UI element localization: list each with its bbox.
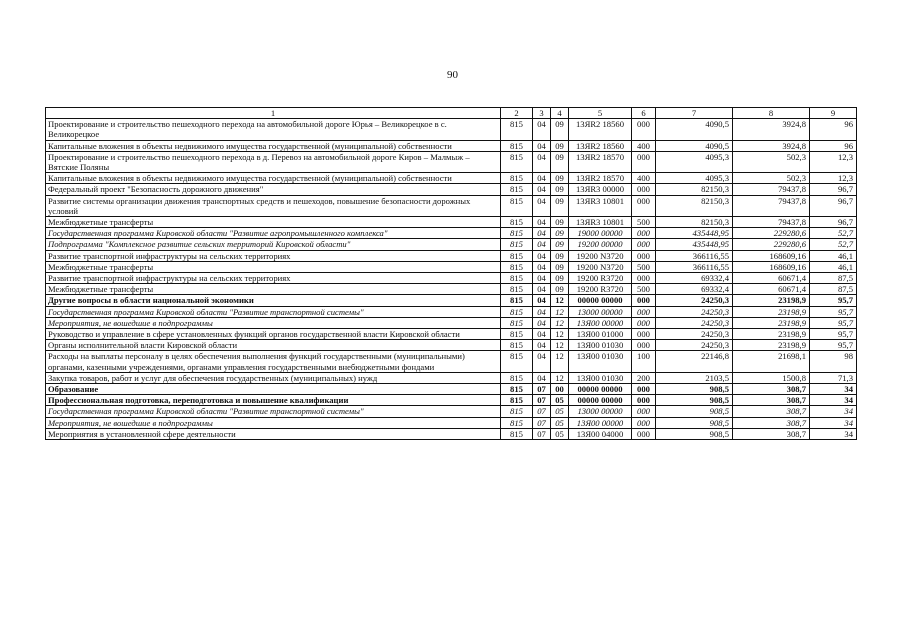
col-8-cell: 3924,8 bbox=[733, 119, 810, 140]
col-8-cell: 308,7 bbox=[733, 406, 810, 417]
row-name: Подпрограмма "Комплексное развитие сельских территорий Кировской области" bbox=[46, 239, 501, 250]
col-8-cell: 308,7 bbox=[733, 417, 810, 428]
col-7-cell: 24250,3 bbox=[656, 306, 733, 317]
col-9-cell: 71,3 bbox=[810, 372, 857, 383]
col-5-cell: 13ЯR3 10801 bbox=[569, 217, 632, 228]
col-9-cell: 34 bbox=[810, 395, 857, 406]
col-7-cell: 908,5 bbox=[656, 417, 733, 428]
col-4-cell: 12 bbox=[551, 340, 569, 351]
col-4-cell: 05 bbox=[551, 395, 569, 406]
col-3-cell: 04 bbox=[533, 184, 551, 195]
col-3-cell: 04 bbox=[533, 351, 551, 372]
col-6-cell: 000 bbox=[632, 295, 656, 306]
col-7-cell: 22146,8 bbox=[656, 351, 733, 372]
row-name: Мероприятия, не вошедшие в подпрограммы bbox=[46, 417, 501, 428]
col-7-cell: 24250,3 bbox=[656, 329, 733, 340]
col-4-cell: 09 bbox=[551, 151, 569, 172]
col-5-cell: 00000 00000 bbox=[569, 395, 632, 406]
table-row bbox=[46, 173, 857, 184]
col-3-cell: 04 bbox=[533, 217, 551, 228]
col-7-cell: 24250,3 bbox=[656, 340, 733, 351]
col-7-cell: 366116,55 bbox=[656, 261, 733, 272]
row-name: Профессиональная подготовка, переподготовка и повышение квалификации bbox=[46, 395, 501, 406]
col-2-cell: 815 bbox=[501, 195, 533, 216]
col-7-cell: 82150,3 bbox=[656, 184, 733, 195]
col-8-cell: 79437,8 bbox=[733, 217, 810, 228]
row-name: Проектирование и строительство пешеходного перехода на автомобильной дороге Юрья – Великорецкое в с. Великорецкое bbox=[46, 119, 501, 140]
col-8-cell: 79437,8 bbox=[733, 184, 810, 195]
col-8-cell: 308,7 bbox=[733, 384, 810, 395]
col-3-cell: 04 bbox=[533, 340, 551, 351]
col-8-cell: 1500,8 bbox=[733, 372, 810, 383]
col-4-cell: 05 bbox=[551, 428, 569, 439]
table-row bbox=[46, 140, 857, 151]
col-4-cell: 00 bbox=[551, 384, 569, 395]
col-2-cell: 815 bbox=[501, 184, 533, 195]
col-6-cell: 000 bbox=[632, 151, 656, 172]
col-9-cell: 34 bbox=[810, 417, 857, 428]
col-8-cell: 308,7 bbox=[733, 395, 810, 406]
col-9-cell: 46,1 bbox=[810, 261, 857, 272]
col-6-cell: 100 bbox=[632, 351, 656, 372]
col-4-cell: 12 bbox=[551, 295, 569, 306]
col-6-cell: 000 bbox=[632, 306, 656, 317]
col-5-cell: 19200 N3720 bbox=[569, 250, 632, 261]
col-2-cell: 815 bbox=[501, 306, 533, 317]
col-4-cell: 09 bbox=[551, 239, 569, 250]
col-5-cell: 00000 00000 bbox=[569, 384, 632, 395]
col-9-cell: 96,7 bbox=[810, 217, 857, 228]
col-6-cell: 400 bbox=[632, 173, 656, 184]
table-row bbox=[46, 119, 857, 140]
col-8-cell: 308,7 bbox=[733, 428, 810, 439]
col-6-cell: 200 bbox=[632, 372, 656, 383]
col-2-cell: 815 bbox=[501, 417, 533, 428]
col-6-cell: 000 bbox=[632, 384, 656, 395]
table-row bbox=[46, 250, 857, 261]
col-5-cell: 13Я00 01030 bbox=[569, 351, 632, 372]
col-4-cell: 09 bbox=[551, 119, 569, 140]
col-6-cell: 000 bbox=[632, 329, 656, 340]
col-3-cell: 04 bbox=[533, 250, 551, 261]
col-4-cell: 09 bbox=[551, 273, 569, 284]
col-9-cell: 87,5 bbox=[810, 273, 857, 284]
table-row bbox=[46, 295, 857, 306]
col-2-cell: 815 bbox=[501, 228, 533, 239]
table-row bbox=[46, 195, 857, 216]
col-4-cell: 12 bbox=[551, 329, 569, 340]
col-9-cell: 98 bbox=[810, 351, 857, 372]
col-3-cell: 07 bbox=[533, 406, 551, 417]
col-6-cell: 000 bbox=[632, 395, 656, 406]
col-3-cell: 07 bbox=[533, 384, 551, 395]
table-row bbox=[46, 372, 857, 383]
header-cell: 7 bbox=[656, 108, 733, 119]
col-8-cell: 502,3 bbox=[733, 151, 810, 172]
col-9-cell: 95,7 bbox=[810, 295, 857, 306]
col-8-cell: 502,3 bbox=[733, 173, 810, 184]
row-name: Государственная программа Кировской области "Развитие агропромышленного комплекса" bbox=[46, 228, 501, 239]
col-3-cell: 04 bbox=[533, 284, 551, 295]
col-6-cell: 000 bbox=[632, 119, 656, 140]
col-4-cell: 09 bbox=[551, 173, 569, 184]
col-2-cell: 815 bbox=[501, 119, 533, 140]
table-row bbox=[46, 384, 857, 395]
row-name: Капитальные вложения в объекты недвижимого имущества государственной (муниципальной) собственности bbox=[46, 173, 501, 184]
table-row bbox=[46, 317, 857, 328]
col-9-cell: 34 bbox=[810, 428, 857, 439]
col-5-cell: 13ЯR2 18570 bbox=[569, 173, 632, 184]
col-7-cell: 4095,3 bbox=[656, 173, 733, 184]
col-4-cell: 09 bbox=[551, 217, 569, 228]
col-8-cell: 229280,6 bbox=[733, 239, 810, 250]
col-2-cell: 815 bbox=[501, 340, 533, 351]
table-row bbox=[46, 340, 857, 351]
col-8-cell: 23198,9 bbox=[733, 306, 810, 317]
col-4-cell: 09 bbox=[551, 140, 569, 151]
col-4-cell: 09 bbox=[551, 261, 569, 272]
col-7-cell: 82150,3 bbox=[656, 217, 733, 228]
col-5-cell: 13ЯR2 18560 bbox=[569, 119, 632, 140]
row-name: Проектирование и строительство пешеходного перехода в д. Перевоз на автомобильной дороге Киров – Малмыж – Вятские Поляны bbox=[46, 151, 501, 172]
col-8-cell: 23198,9 bbox=[733, 295, 810, 306]
col-5-cell: 13Я00 00000 bbox=[569, 317, 632, 328]
col-9-cell: 52,7 bbox=[810, 239, 857, 250]
col-3-cell: 04 bbox=[533, 119, 551, 140]
col-6-cell: 000 bbox=[632, 417, 656, 428]
col-9-cell: 34 bbox=[810, 384, 857, 395]
col-2-cell: 815 bbox=[501, 317, 533, 328]
row-name: Государственная программа Кировской области "Развитие транспортной системы" bbox=[46, 306, 501, 317]
col-9-cell: 87,5 bbox=[810, 284, 857, 295]
table-row bbox=[46, 273, 857, 284]
col-5-cell: 19200 00000 bbox=[569, 239, 632, 250]
table-row bbox=[46, 395, 857, 406]
col-6-cell: 000 bbox=[632, 273, 656, 284]
col-3-cell: 07 bbox=[533, 417, 551, 428]
col-2-cell: 815 bbox=[501, 351, 533, 372]
table-row bbox=[46, 306, 857, 317]
col-9-cell: 52,7 bbox=[810, 228, 857, 239]
col-2-cell: 815 bbox=[501, 372, 533, 383]
col-2-cell: 815 bbox=[501, 261, 533, 272]
col-9-cell: 46,1 bbox=[810, 250, 857, 261]
col-6-cell: 000 bbox=[632, 195, 656, 216]
row-name: Органы исполнительной власти Кировской области bbox=[46, 340, 501, 351]
col-3-cell: 04 bbox=[533, 239, 551, 250]
col-2-cell: 815 bbox=[501, 140, 533, 151]
col-5-cell: 13Я00 00000 bbox=[569, 417, 632, 428]
col-9-cell: 96 bbox=[810, 140, 857, 151]
col-7-cell: 4095,3 bbox=[656, 151, 733, 172]
row-name: Мероприятия, не вошедшие в подпрограммы bbox=[46, 317, 501, 328]
col-5-cell: 13ЯR2 18570 bbox=[569, 151, 632, 172]
col-5-cell: 13000 00000 bbox=[569, 406, 632, 417]
col-7-cell: 24250,3 bbox=[656, 295, 733, 306]
col-8-cell: 23198,9 bbox=[733, 340, 810, 351]
col-2-cell: 815 bbox=[501, 395, 533, 406]
col-7-cell: 908,5 bbox=[656, 406, 733, 417]
col-7-cell: 435448,95 bbox=[656, 228, 733, 239]
col-7-cell: 82150,3 bbox=[656, 195, 733, 216]
col-7-cell: 2103,5 bbox=[656, 372, 733, 383]
table-row bbox=[46, 228, 857, 239]
col-5-cell: 13Я00 01030 bbox=[569, 340, 632, 351]
table-row bbox=[46, 428, 857, 439]
col-3-cell: 04 bbox=[533, 151, 551, 172]
col-9-cell: 12,3 bbox=[810, 151, 857, 172]
row-name: Федеральный проект "Безопасность дорожного движения" bbox=[46, 184, 501, 195]
col-6-cell: 400 bbox=[632, 140, 656, 151]
col-7-cell: 4090,5 bbox=[656, 119, 733, 140]
col-2-cell: 815 bbox=[501, 384, 533, 395]
col-2-cell: 815 bbox=[501, 428, 533, 439]
table-body bbox=[46, 108, 857, 440]
row-name: Мероприятия в установленной сфере деятельности bbox=[46, 428, 501, 439]
table-row bbox=[46, 239, 857, 250]
row-name: Развитие транспортной инфраструктуры на сельских территориях bbox=[46, 273, 501, 284]
table-row bbox=[46, 261, 857, 272]
col-6-cell: 000 bbox=[632, 239, 656, 250]
col-4-cell: 09 bbox=[551, 284, 569, 295]
col-6-cell: 000 bbox=[632, 184, 656, 195]
col-6-cell: 000 bbox=[632, 228, 656, 239]
header-cell: 6 bbox=[632, 108, 656, 119]
col-3-cell: 04 bbox=[533, 329, 551, 340]
col-5-cell: 13Я00 04000 bbox=[569, 428, 632, 439]
row-name: Капитальные вложения в объекты недвижимого имущества государственной (муниципальной) собственности bbox=[46, 140, 501, 151]
col-3-cell: 04 bbox=[533, 295, 551, 306]
row-name: Развитие системы организации движения транспортных средств и пешеходов, повышение безопасности дорожных условий bbox=[46, 195, 501, 216]
header-cell: 4 bbox=[551, 108, 569, 119]
budget-table bbox=[45, 107, 857, 440]
col-5-cell: 19200 R3720 bbox=[569, 284, 632, 295]
header-cell: 8 bbox=[733, 108, 810, 119]
col-6-cell: 000 bbox=[632, 428, 656, 439]
col-6-cell: 500 bbox=[632, 217, 656, 228]
col-5-cell: 00000 00000 bbox=[569, 295, 632, 306]
col-5-cell: 13ЯR2 18560 bbox=[569, 140, 632, 151]
row-name: Закупка товаров, работ и услуг для обеспечения государственных (муниципальных) нужд bbox=[46, 372, 501, 383]
col-5-cell: 13ЯR3 10801 bbox=[569, 195, 632, 216]
col-5-cell: 13Я00 01030 bbox=[569, 372, 632, 383]
row-name: Образование bbox=[46, 384, 501, 395]
col-9-cell: 95,7 bbox=[810, 306, 857, 317]
col-2-cell: 815 bbox=[501, 284, 533, 295]
row-name: Межбюджетные трансферты bbox=[46, 261, 501, 272]
col-8-cell: 60671,4 bbox=[733, 273, 810, 284]
col-9-cell: 95,7 bbox=[810, 317, 857, 328]
header-cell: 1 bbox=[46, 108, 501, 119]
col-4-cell: 12 bbox=[551, 372, 569, 383]
header-cell: 2 bbox=[501, 108, 533, 119]
col-6-cell: 500 bbox=[632, 284, 656, 295]
col-5-cell: 19200 N3720 bbox=[569, 261, 632, 272]
table-row bbox=[46, 217, 857, 228]
row-name: Межбюджетные трансферты bbox=[46, 284, 501, 295]
col-3-cell: 04 bbox=[533, 306, 551, 317]
table-row bbox=[46, 329, 857, 340]
col-5-cell: 19200 R3720 bbox=[569, 273, 632, 284]
col-8-cell: 23198,9 bbox=[733, 317, 810, 328]
col-3-cell: 04 bbox=[533, 140, 551, 151]
col-8-cell: 21698,1 bbox=[733, 351, 810, 372]
col-7-cell: 908,5 bbox=[656, 428, 733, 439]
col-7-cell: 4090,5 bbox=[656, 140, 733, 151]
col-3-cell: 04 bbox=[533, 228, 551, 239]
row-name: Межбюджетные трансферты bbox=[46, 217, 501, 228]
col-7-cell: 435448,95 bbox=[656, 239, 733, 250]
table-row bbox=[46, 151, 857, 172]
col-8-cell: 168609,16 bbox=[733, 261, 810, 272]
col-5-cell: 13Я00 01000 bbox=[569, 329, 632, 340]
header-cell: 3 bbox=[533, 108, 551, 119]
col-3-cell: 04 bbox=[533, 261, 551, 272]
col-6-cell: 000 bbox=[632, 317, 656, 328]
col-2-cell: 815 bbox=[501, 173, 533, 184]
col-9-cell: 96,7 bbox=[810, 184, 857, 195]
table-row bbox=[46, 417, 857, 428]
header-cell: 5 bbox=[569, 108, 632, 119]
col-4-cell: 12 bbox=[551, 317, 569, 328]
row-name: Руководство и управление в сфере установленных функций органов государственной власти Кировской области bbox=[46, 329, 501, 340]
table-row bbox=[46, 351, 857, 372]
table-row bbox=[46, 406, 857, 417]
col-6-cell: 000 bbox=[632, 406, 656, 417]
col-9-cell: 95,7 bbox=[810, 340, 857, 351]
col-4-cell: 05 bbox=[551, 417, 569, 428]
col-8-cell: 229280,6 bbox=[733, 228, 810, 239]
col-3-cell: 04 bbox=[533, 372, 551, 383]
col-7-cell: 69332,4 bbox=[656, 284, 733, 295]
row-name: Государственная программа Кировской области "Развитие транспортной системы" bbox=[46, 406, 501, 417]
col-2-cell: 815 bbox=[501, 250, 533, 261]
col-3-cell: 04 bbox=[533, 195, 551, 216]
col-9-cell: 96,7 bbox=[810, 195, 857, 216]
col-9-cell: 96 bbox=[810, 119, 857, 140]
col-8-cell: 23198,9 bbox=[733, 329, 810, 340]
header-row bbox=[46, 108, 857, 119]
row-name: Расходы на выплаты персоналу в целях обеспечения выполнения функций государственными (муниципальными) органами, казенными учреждениями, органами управления государственными внебюджетными фондами bbox=[46, 351, 501, 372]
col-8-cell: 3924,8 bbox=[733, 140, 810, 151]
col-9-cell: 12,3 bbox=[810, 173, 857, 184]
col-2-cell: 815 bbox=[501, 329, 533, 340]
col-5-cell: 13000 00000 bbox=[569, 306, 632, 317]
col-7-cell: 24250,3 bbox=[656, 317, 733, 328]
col-9-cell: 34 bbox=[810, 406, 857, 417]
page-number: 90 bbox=[447, 69, 458, 81]
col-3-cell: 04 bbox=[533, 273, 551, 284]
col-4-cell: 12 bbox=[551, 306, 569, 317]
col-3-cell: 04 bbox=[533, 317, 551, 328]
col-4-cell: 09 bbox=[551, 195, 569, 216]
header-cell: 9 bbox=[810, 108, 857, 119]
col-7-cell: 366116,55 bbox=[656, 250, 733, 261]
col-3-cell: 07 bbox=[533, 395, 551, 406]
col-4-cell: 05 bbox=[551, 406, 569, 417]
col-7-cell: 69332,4 bbox=[656, 273, 733, 284]
col-4-cell: 09 bbox=[551, 184, 569, 195]
col-7-cell: 908,5 bbox=[656, 395, 733, 406]
col-7-cell: 908,5 bbox=[656, 384, 733, 395]
col-2-cell: 815 bbox=[501, 239, 533, 250]
table-row bbox=[46, 184, 857, 195]
col-6-cell: 500 bbox=[632, 261, 656, 272]
col-2-cell: 815 bbox=[501, 295, 533, 306]
col-3-cell: 07 bbox=[533, 428, 551, 439]
col-8-cell: 60671,4 bbox=[733, 284, 810, 295]
col-4-cell: 12 bbox=[551, 351, 569, 372]
row-name: Развитие транспортной инфраструктуры на сельских территориях bbox=[46, 250, 501, 261]
col-6-cell: 000 bbox=[632, 250, 656, 261]
table-row bbox=[46, 284, 857, 295]
col-2-cell: 815 bbox=[501, 217, 533, 228]
row-name: Другие вопросы в области национальной экономики bbox=[46, 295, 501, 306]
col-4-cell: 09 bbox=[551, 250, 569, 261]
col-2-cell: 815 bbox=[501, 406, 533, 417]
col-6-cell: 000 bbox=[632, 340, 656, 351]
col-5-cell: 19000 00000 bbox=[569, 228, 632, 239]
col-2-cell: 815 bbox=[501, 151, 533, 172]
col-8-cell: 79437,8 bbox=[733, 195, 810, 216]
col-5-cell: 13ЯR3 00000 bbox=[569, 184, 632, 195]
col-3-cell: 04 bbox=[533, 173, 551, 184]
col-4-cell: 09 bbox=[551, 228, 569, 239]
col-8-cell: 168609,16 bbox=[733, 250, 810, 261]
col-9-cell: 95,7 bbox=[810, 329, 857, 340]
col-2-cell: 815 bbox=[501, 273, 533, 284]
